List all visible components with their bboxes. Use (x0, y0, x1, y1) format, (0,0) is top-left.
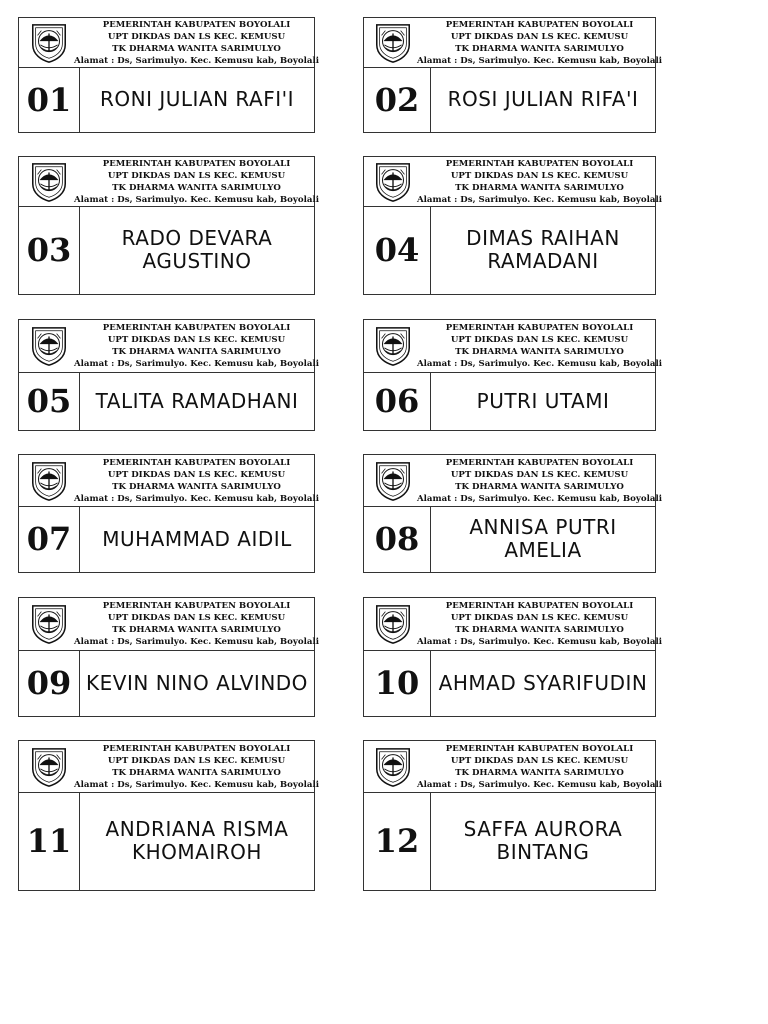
card-header (364, 320, 663, 373)
student-name: SAFFA AURORA BINTANG (463, 817, 623, 864)
card-header (19, 18, 320, 68)
header-line-upt: UPT DIKDAS DAN LS KEC. KEMUSU (450, 31, 629, 42)
header-line-regency: PEMERINTAH KABUPATEN BOYOLALI (445, 19, 634, 30)
header-line-upt: UPT DIKDAS DAN LS KEC. KEMUSU (450, 170, 629, 181)
header-line-upt: UPT DIKDAS DAN LS KEC. KEMUSU (450, 469, 629, 480)
student-number: 01 (19, 67, 80, 132)
header-line-upt: UPT DIKDAS DAN LS KEC. KEMUSU (107, 755, 286, 766)
header-line-regency: PEMERINTAH KABUPATEN BOYOLALI (445, 601, 634, 611)
header-line-address: Alamat : Ds, Sarimulyo. Kec. Kemusu kab, Boyolali (73, 493, 320, 504)
institution-text (73, 157, 320, 206)
regency-emblem-icon (19, 741, 79, 792)
header-line-school: TK DHARMA WANITA SARIMULYO (455, 767, 624, 778)
header-line-regency: PEMERINTAH KABUPATEN BOYOLALI (102, 457, 291, 468)
header-line-address: Alamat : Ds, Sarimulyo. Kec. Kemusu kab, Boyolali (416, 194, 663, 205)
card-body (364, 792, 655, 890)
name-card (363, 597, 663, 717)
header-line-regency: PEMERINTAH KABUPATEN BOYOLALI (445, 743, 634, 754)
name-card (363, 17, 663, 133)
header-line-upt: UPT DIKDAS DAN LS KEC. KEMUSU (450, 755, 629, 766)
institution-text (416, 741, 663, 792)
regency-emblem-icon (364, 741, 422, 792)
header-line-school: TK DHARMA WANITA SARIMULYO (112, 767, 281, 778)
header-line-school: TK DHARMA WANITA SARIMULYO (112, 481, 281, 492)
header-line-address: Alamat : Ds, Sarimulyo. Kec. Kemusu kab, Boyolali (416, 779, 663, 790)
header-line-address: Alamat : Ds, Sarimulyo. Kec. Kemusu kab, Boyolali (73, 55, 320, 66)
student-number: 07 (19, 506, 80, 572)
student-name: PUTRI UTAMI (476, 388, 610, 413)
card-header (364, 157, 663, 207)
student-number: 08 (364, 506, 431, 572)
student-name: ANNISA PUTRI AMELIA (469, 515, 617, 562)
header-line-school: TK DHARMA WANITA SARIMULYO (455, 481, 624, 492)
institution-text (73, 455, 320, 506)
student-number: 03 (19, 206, 80, 294)
card-body (364, 206, 655, 294)
card-header (19, 455, 320, 507)
student-name: RONI JULIAN RAFI'I (100, 87, 294, 111)
card-body (364, 650, 655, 716)
header-line-regency: PEMERINTAH KABUPATEN BOYOLALI (445, 158, 634, 169)
header-line-address: Alamat : Ds, Sarimulyo. Kec. Kemusu kab, Boyolali (73, 359, 320, 369)
header-line-upt: UPT DIKDAS DAN LS KEC. KEMUSU (107, 613, 286, 623)
header-line-upt: UPT DIKDAS DAN LS KEC. KEMUSU (450, 613, 629, 623)
header-line-school: TK DHARMA WANITA SARIMULYO (112, 43, 281, 54)
institution-text (73, 598, 320, 650)
regency-emblem-icon (364, 455, 422, 506)
card-header (364, 741, 663, 793)
regency-emblem-icon (364, 598, 422, 650)
name-card (18, 740, 320, 891)
card-header (19, 320, 320, 373)
card-body (19, 372, 314, 430)
regency-emblem-icon (19, 18, 79, 67)
header-line-address: Alamat : Ds, Sarimulyo. Kec. Kemusu kab, Boyolali (73, 194, 320, 205)
name-card (363, 319, 663, 431)
student-number: 05 (19, 372, 80, 430)
student-name: AHMAD SYARIFUDIN (438, 670, 648, 695)
institution-text (73, 741, 320, 792)
student-name: KEVIN NINO ALVINDO (86, 670, 308, 695)
regency-emblem-icon (364, 18, 422, 67)
institution-text (416, 598, 663, 650)
name-card (18, 156, 320, 295)
student-number: 11 (19, 792, 80, 890)
header-line-address: Alamat : Ds, Sarimulyo. Kec. Kemusu kab, Boyolali (416, 55, 663, 66)
header-line-address: Alamat : Ds, Sarimulyo. Kec. Kemusu kab, Boyolali (416, 637, 663, 647)
header-line-upt: UPT DIKDAS DAN LS KEC. KEMUSU (107, 31, 286, 42)
student-number: 09 (19, 650, 80, 716)
name-card (363, 740, 663, 891)
header-line-regency: PEMERINTAH KABUPATEN BOYOLALI (102, 158, 291, 169)
header-line-upt: UPT DIKDAS DAN LS KEC. KEMUSU (107, 469, 286, 480)
name-card (18, 454, 320, 573)
card-body (19, 506, 314, 572)
student-number: 04 (364, 206, 431, 294)
header-line-regency: PEMERINTAH KABUPATEN BOYOLALI (445, 323, 634, 333)
regency-emblem-icon (19, 598, 79, 650)
card-body (19, 206, 314, 294)
card-header (19, 598, 320, 651)
regency-emblem-icon (19, 455, 79, 506)
student-number: 06 (364, 372, 431, 430)
student-name: RADO DEVARA AGUSTINO (121, 226, 273, 273)
header-line-upt: UPT DIKDAS DAN LS KEC. KEMUSU (107, 335, 286, 345)
header-line-regency: PEMERINTAH KABUPATEN BOYOLALI (102, 743, 291, 754)
header-line-address: Alamat : Ds, Sarimulyo. Kec. Kemusu kab, Boyolali (416, 493, 663, 504)
institution-text (416, 455, 663, 506)
card-body (19, 792, 314, 890)
header-line-regency: PEMERINTAH KABUPATEN BOYOLALI (102, 323, 291, 333)
header-line-school: TK DHARMA WANITA SARIMULYO (112, 625, 281, 635)
name-card (18, 597, 320, 717)
institution-text (416, 157, 663, 206)
header-line-regency: PEMERINTAH KABUPATEN BOYOLALI (445, 457, 634, 468)
institution-text (73, 18, 320, 67)
header-line-upt: UPT DIKDAS DAN LS KEC. KEMUSU (450, 335, 629, 345)
student-number: 12 (364, 792, 431, 890)
student-number: 10 (364, 650, 431, 716)
header-line-regency: PEMERINTAH KABUPATEN BOYOLALI (102, 601, 291, 611)
student-name: MUHAMMAD AIDIL (102, 526, 292, 551)
name-card (18, 319, 320, 431)
header-line-school: TK DHARMA WANITA SARIMULYO (455, 625, 624, 635)
header-line-address: Alamat : Ds, Sarimulyo. Kec. Kemusu kab, Boyolali (416, 359, 663, 369)
student-name: ANDRIANA RISMA KHOMAIROH (105, 817, 289, 864)
card-header (364, 598, 663, 651)
card-header (19, 157, 320, 207)
header-line-address: Alamat : Ds, Sarimulyo. Kec. Kemusu kab, Boyolali (73, 779, 320, 790)
institution-text (416, 320, 663, 372)
student-name: DIMAS RAIHAN RAMADANI (466, 226, 620, 273)
student-number: 02 (364, 67, 431, 132)
institution-text (73, 320, 320, 372)
card-header (364, 18, 663, 68)
card-header (19, 741, 320, 793)
card-body (19, 650, 314, 716)
card-header (364, 455, 663, 507)
regency-emblem-icon (19, 157, 79, 206)
header-line-school: TK DHARMA WANITA SARIMULYO (112, 347, 281, 357)
header-line-address: Alamat : Ds, Sarimulyo. Kec. Kemusu kab, Boyolali (73, 637, 320, 647)
name-card (363, 454, 663, 573)
student-name: TALITA RAMADHANI (95, 388, 299, 413)
regency-emblem-icon (364, 320, 422, 372)
card-body (364, 372, 655, 430)
header-line-school: TK DHARMA WANITA SARIMULYO (455, 347, 624, 357)
regency-emblem-icon (19, 320, 79, 372)
header-line-upt: UPT DIKDAS DAN LS KEC. KEMUSU (107, 170, 286, 181)
name-card (18, 17, 320, 133)
header-line-regency: PEMERINTAH KABUPATEN BOYOLALI (102, 19, 291, 30)
card-body (364, 506, 655, 572)
card-body (364, 67, 655, 132)
student-name: ROSI JULIAN RIFA'I (447, 87, 639, 111)
card-body (19, 67, 314, 132)
name-card (363, 156, 663, 295)
regency-emblem-icon (364, 157, 422, 206)
header-line-school: TK DHARMA WANITA SARIMULYO (455, 182, 624, 193)
header-line-school: TK DHARMA WANITA SARIMULYO (455, 43, 624, 54)
institution-text (416, 18, 663, 67)
header-line-school: TK DHARMA WANITA SARIMULYO (112, 182, 281, 193)
